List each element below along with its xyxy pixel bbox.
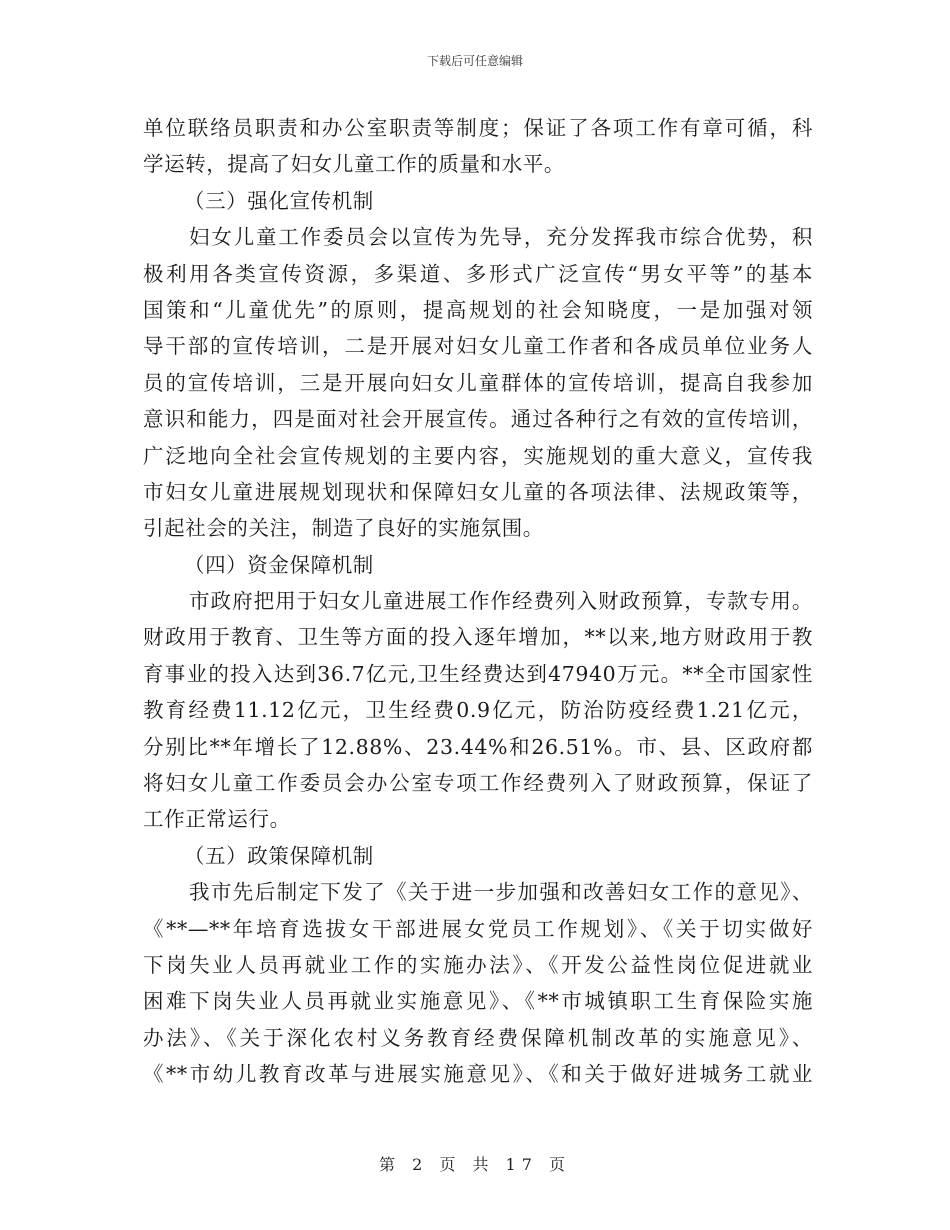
body-line: 引起社会的关注，制造了良好的实施氛围。 xyxy=(143,516,544,541)
body-line: 《**—**年培育选拔女干部进展女党员工作规划》、《关于切实做好 xyxy=(143,916,813,941)
body-line: 财政用于教育、卫生等方面的投入逐年增加，**以来,地方财政用于教 xyxy=(143,625,813,650)
section-heading: （四）资金保障机制 xyxy=(184,552,374,577)
body-line: 极利用各类宣传资源，多渠道、多形式广泛宣传“男女平等”的基本 xyxy=(143,261,813,286)
body-line: 单位联络员职责和办公室职责等制度；保证了各项工作有章可循，科 xyxy=(143,116,813,140)
body-line: 市妇女儿童进展规划现状和保障妇女儿童的各项法律、法规政策等， xyxy=(143,479,813,504)
body-line: 市政府把用于妇女儿童进展工作作经费列入财政预算，专款专用。 xyxy=(189,589,813,614)
body-line: 广泛地向全社会宣传规划的主要内容，实施规划的重大意义，宣传我 xyxy=(143,443,813,468)
body-line: 《**市幼儿教育改革与进展实施意见》、《和关于做好进城务工就业 xyxy=(143,1062,813,1087)
body-line: 工作正常运行。 xyxy=(143,807,291,832)
body-line: 将妇女儿童工作委员会办公室专项工作经费列入了财政预算，保证了 xyxy=(143,771,813,796)
body-line: 员的宣传培训，三是开展向妇女儿童群体的宣传培训，提高自我参加 xyxy=(143,370,813,395)
body-line: 学运转，提高了妇女儿童工作的质量和水平。 xyxy=(143,152,565,177)
body-line: 下岗失业人员再就业工作的实施办法》、《开发公益性岗位促进就业 xyxy=(143,952,813,977)
body-line: 分别比**年增长了12.88%、23.44%和26.51%。市、县、区政府都 xyxy=(143,734,813,759)
page-number-footer: 第 2 页 共 17 页 xyxy=(379,1155,571,1174)
body-line: 办法》、《关于深化农村义务教育经费保障机制改革的实施意见》、 xyxy=(143,1025,813,1050)
body-line: 育事业的投入达到36.7亿元,卫生经费达到47940万元。**全市国家性 xyxy=(143,661,813,686)
body-line: 妇女儿童工作委员会以宣传为先导，充分发挥我市综合优势，积 xyxy=(189,225,813,250)
body-line: 困难下岗失业人员再就业实施意见》、《**市城镇职工生育保险实施 xyxy=(143,989,813,1014)
body-line: 意识和能力，四是面对社会开展宣传。通过各种行之有效的宣传培训， xyxy=(143,407,813,432)
body-line: 国策和“儿童优先”的原则，提高规划的社会知晓度，一是加强对领 xyxy=(143,297,813,322)
section-heading: （三）强化宣传机制 xyxy=(184,188,374,213)
body-line: 教育经费11.12亿元，卫生经费0.9亿元，防治防疫经费1.21亿元， xyxy=(143,698,813,723)
header-note: 下载后可任意编辑 xyxy=(426,54,523,68)
document-body xyxy=(143,110,813,1093)
section-heading: （五）政策保障机制 xyxy=(184,843,374,868)
body-line: 我市先后制定下发了《关于进一步加强和改善妇女工作的意见》、 xyxy=(189,880,813,905)
body-line: 导干部的宣传培训，二是开展对妇女儿童工作者和各成员单位业务人 xyxy=(143,334,813,359)
